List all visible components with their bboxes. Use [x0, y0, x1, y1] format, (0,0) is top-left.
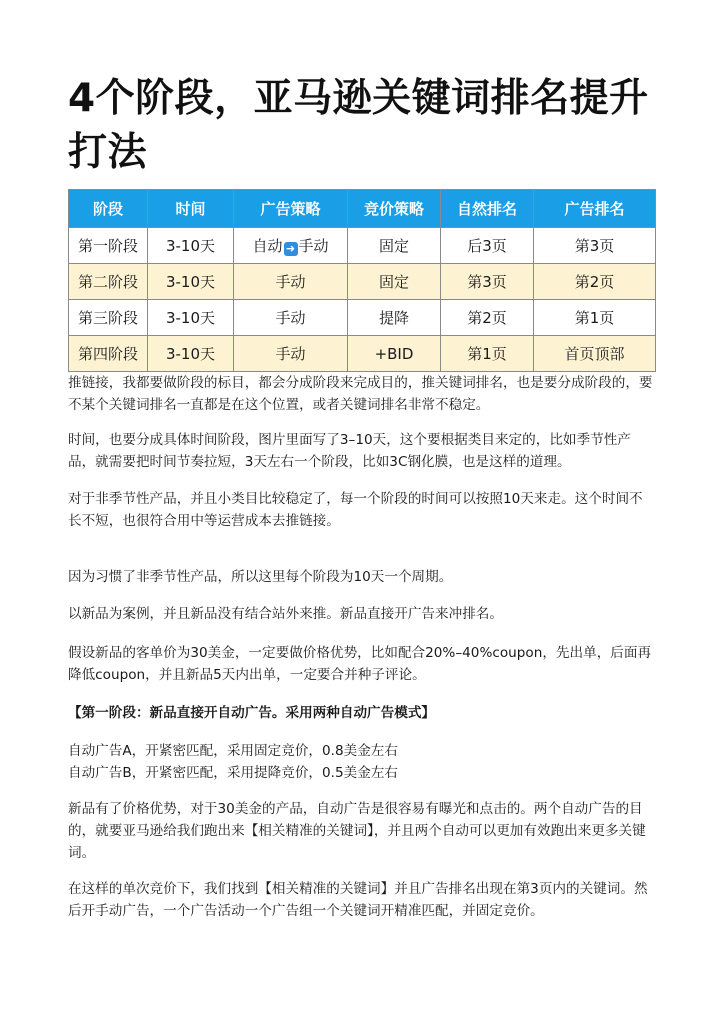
cell-stage: 第一阶段 [69, 228, 148, 264]
page-title: 4个阶段，亚马逊关键词排名提升打法 [68, 76, 649, 175]
cell-ad-rank: 第1页 [534, 300, 656, 336]
cell-stage: 第三阶段 [69, 300, 148, 336]
stage-table [68, 189, 656, 372]
cell-time: 3-10天 [148, 264, 234, 300]
cell-ad-from: 自动 [252, 237, 283, 255]
paragraph: 以新品为案例，并且新品没有结合站外来推。新品直接开广告来冲排名。 [68, 606, 503, 622]
cell-ad-strategy: 手动 [234, 264, 348, 300]
paragraph: 自动广告B，开紧密匹配，采用提降竞价，0.5美金左右 [68, 765, 399, 781]
cell-bid-strategy: 提降 [348, 300, 441, 336]
cell-stage: 第四阶段 [69, 336, 148, 372]
table-row [69, 300, 656, 336]
cell-ad-rank: 第3页 [534, 228, 656, 264]
cell-organic-rank: 第1页 [441, 336, 534, 372]
table-row [69, 336, 656, 372]
cell-organic-rank: 第2页 [441, 300, 534, 336]
right-arrow-icon: ➜ [284, 242, 298, 256]
paragraph: 自动广告A，开紧密匹配，采用固定竞价，0.8美金左右 [68, 743, 398, 759]
cell-ad-rank: 第2页 [534, 264, 656, 300]
table-row [69, 264, 656, 300]
cell-stage: 第二阶段 [69, 264, 148, 300]
cell-ad-strategy: 手动 [234, 336, 348, 372]
paragraph: 因为习惯了非季节性产品，所以这里每个阶段为10天一个周期。 [68, 569, 453, 585]
cell-bid-strategy: 固定 [348, 264, 441, 300]
paragraph: 时间，也要分成具体时间阶段，图片里面写了3–10天，这个要根据类目来定的，比如季节性产品，就需要把时间节奏拉短，3天左右一个阶段，比如3C钢化膜，也是这样的道理。 [68, 432, 631, 470]
cell-time: 3-10天 [148, 300, 234, 336]
header-ad-strategy: 广告策略 [234, 190, 348, 228]
cell-time: 3-10天 [148, 228, 234, 264]
cell-ad-strategy [234, 228, 348, 264]
cell-organic-rank: 后3页 [441, 228, 534, 264]
cell-time: 3-10天 [148, 336, 234, 372]
paragraph: 在这样的单次竞价下，我们找到【相关精准的关键词】并且广告排名出现在第3页内的关键词。然后开手动广告，一个广告活动一个广告组一个关键词开精准匹配，并固定竞价。 [68, 881, 648, 919]
cell-bid-strategy: 固定 [348, 228, 441, 264]
header-ad-rank: 广告排名 [534, 190, 656, 228]
table-row [69, 228, 656, 264]
cell-organic-rank: 第3页 [441, 264, 534, 300]
header-stage: 阶段 [69, 190, 148, 228]
cell-ad-to: 手动 [298, 237, 329, 255]
paragraph: 假设新品的客单价为30美金，一定要做价格优势，比如配合20%–40%coupon，先出单，后面再降低coupon，并且新品5天内出单，一定要合并种子评论。 [68, 645, 652, 683]
paragraph: 对于非季节性产品，并且小类目比较稳定了，每一个阶段的时间可以按照10天来走。这个时间不长不短，也很符合用中等运营成本去推链接。 [68, 491, 643, 529]
table-header-row [69, 190, 656, 228]
cell-bid-strategy: +BID [348, 336, 441, 372]
section-heading: 【第一阶段：新品直接开自动广告。采用两种自动广告模式】 [68, 705, 436, 721]
header-time: 时间 [148, 190, 234, 228]
paragraph: 新品有了价格优势，对于30美金的产品，自动广告是很容易有曝光和点击的。两个自动广告的目的，就要亚马逊给我们跑出来【相关精准的关键词】，并且两个自动可以更加有效跑出来更多关键词。 [68, 801, 646, 861]
header-bid-strategy: 竞价策略 [348, 190, 441, 228]
cell-ad-strategy: 手动 [234, 300, 348, 336]
paragraph: 推链接，我都要做阶段的标目，都会分成阶段来完成目的，推关键词排名，也是要分成阶段的，要不某个关键词排名一直都是在这个位置，或者关键词排名非常不稳定。 [68, 375, 653, 413]
header-organic-rank: 自然排名 [441, 190, 534, 228]
cell-ad-rank: 首页顶部 [534, 336, 656, 372]
